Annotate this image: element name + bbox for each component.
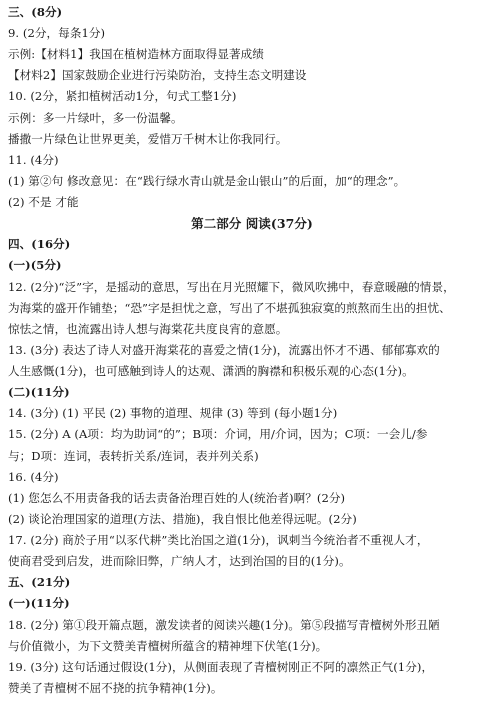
q16-part-1: (1) 您怎么不用责备我的话去责备治理百姓的人(统治者)啊？(2分) [8, 490, 346, 505]
section-3-heading: 三、(8分) [8, 5, 63, 19]
q17-line-1: 17. (2分) 商於子用“以豕代耕”类比治国之道(1分)，讽刺当今统治者不重视人才， [8, 533, 429, 548]
q18-line-2: 与价值微小，为下文赞美青檀树所蕴含的精神埋下伏笔(1分)。 [8, 638, 328, 653]
q16-part-2: (2) 谈论治理国家的道理(方法、措施)，我自恨比他差得远呢。(2分) [8, 511, 357, 526]
q12-line-2: 为海棠的盛开作铺垫；“恐”字是担忧之意，写出了不堪孤独寂寞的煎熬而生出的担忧、 [8, 300, 451, 315]
part-2-title: 第二部分 阅读(37分) [191, 216, 313, 232]
q10-example-line-2: 播撒一片绿色让世界更美，爱惜万千树木让你我同行。 [8, 131, 288, 146]
section-4-heading: 四、(16分) [8, 237, 71, 252]
q17-line-2: 使商君受到启发，进而除旧弊，广纳人才，达到治国的目的(1分)。 [8, 554, 351, 569]
q10-heading: 10. (2分，紧扣植树活动1分，句式工整1分) [8, 89, 237, 104]
q19-line-2: 赞美了青檀树不屈不挠的抗争精神(1分)。 [8, 680, 223, 695]
q9-example-material-2: 【材料2】国家鼓励企业进行污染防治，支持生态文明建设 [8, 68, 307, 83]
q11-heading: 11. (4分) [8, 152, 59, 167]
q18-line-1: 18. (2分) 第①段开篇点题，激发读者的阅读兴趣(1分)。第⑤段描写青檀树外形丑陋 [8, 617, 440, 632]
q19-line-1: 19. (3分) 这句话通过假设(1分)，从侧面表现了青檀树刚正不阿的凛然正气(1分)， [8, 659, 434, 674]
q11-part-1: (1) 第②句 修改意见：在“践行绿水青山就是金山银山”的后面，加“的理念”。 [8, 173, 406, 188]
section-4-sub-2-heading: (二)(11分) [8, 385, 70, 400]
q16-heading: 16. (4分) [8, 469, 59, 484]
q9-heading: 9. (2分，每条1分) [8, 26, 106, 41]
section-4-sub-1-heading: (一)(5分) [8, 258, 62, 273]
q13-line-1: 13. (3分) 表达了诗人对盛开海棠花的喜爱之情(1分)，流露出怀才不遇、郁郁寡欢的 [8, 342, 440, 357]
q12-line-3: 惊怯之情，也流露出诗人想与海棠花共度良宵的意愿。 [8, 321, 288, 336]
q15-line-2: 与；D项：连词，表转折关系/连词，表并列关系) [8, 448, 259, 463]
q9-example-material-1: 示例:【材料1】我国在植树造林方面取得显著成绩 [8, 47, 264, 62]
q13-line-2: 人生感慨(1分)，也可感触到诗人的达观、潇洒的胸襟和积极乐观的心态(1分)。 [8, 364, 414, 379]
q14-answer: 14. (3分) (1) 平民 (2) 事物的道理、规律 (3) 等到 (每小题1分) [8, 406, 338, 421]
q10-example-line-1: 示例：多一片绿叶，多一份温馨。 [8, 110, 183, 125]
section-5-sub-1-heading: (一)(11分) [8, 596, 70, 611]
q11-part-2: (2) 不是 才能 [8, 195, 79, 210]
section-5-heading: 五、(21分) [8, 575, 71, 590]
q15-line-1: 15. (2分) A (A项：均为助词“的”；B项：介词，用/介词，因为；C项：一会儿/参 [8, 427, 428, 442]
q12-line-1: 12. (2分)“泛”字，是摇动的意思，写出在月光照耀下，微风吹拂中，春意暖融的情景， [8, 279, 455, 294]
